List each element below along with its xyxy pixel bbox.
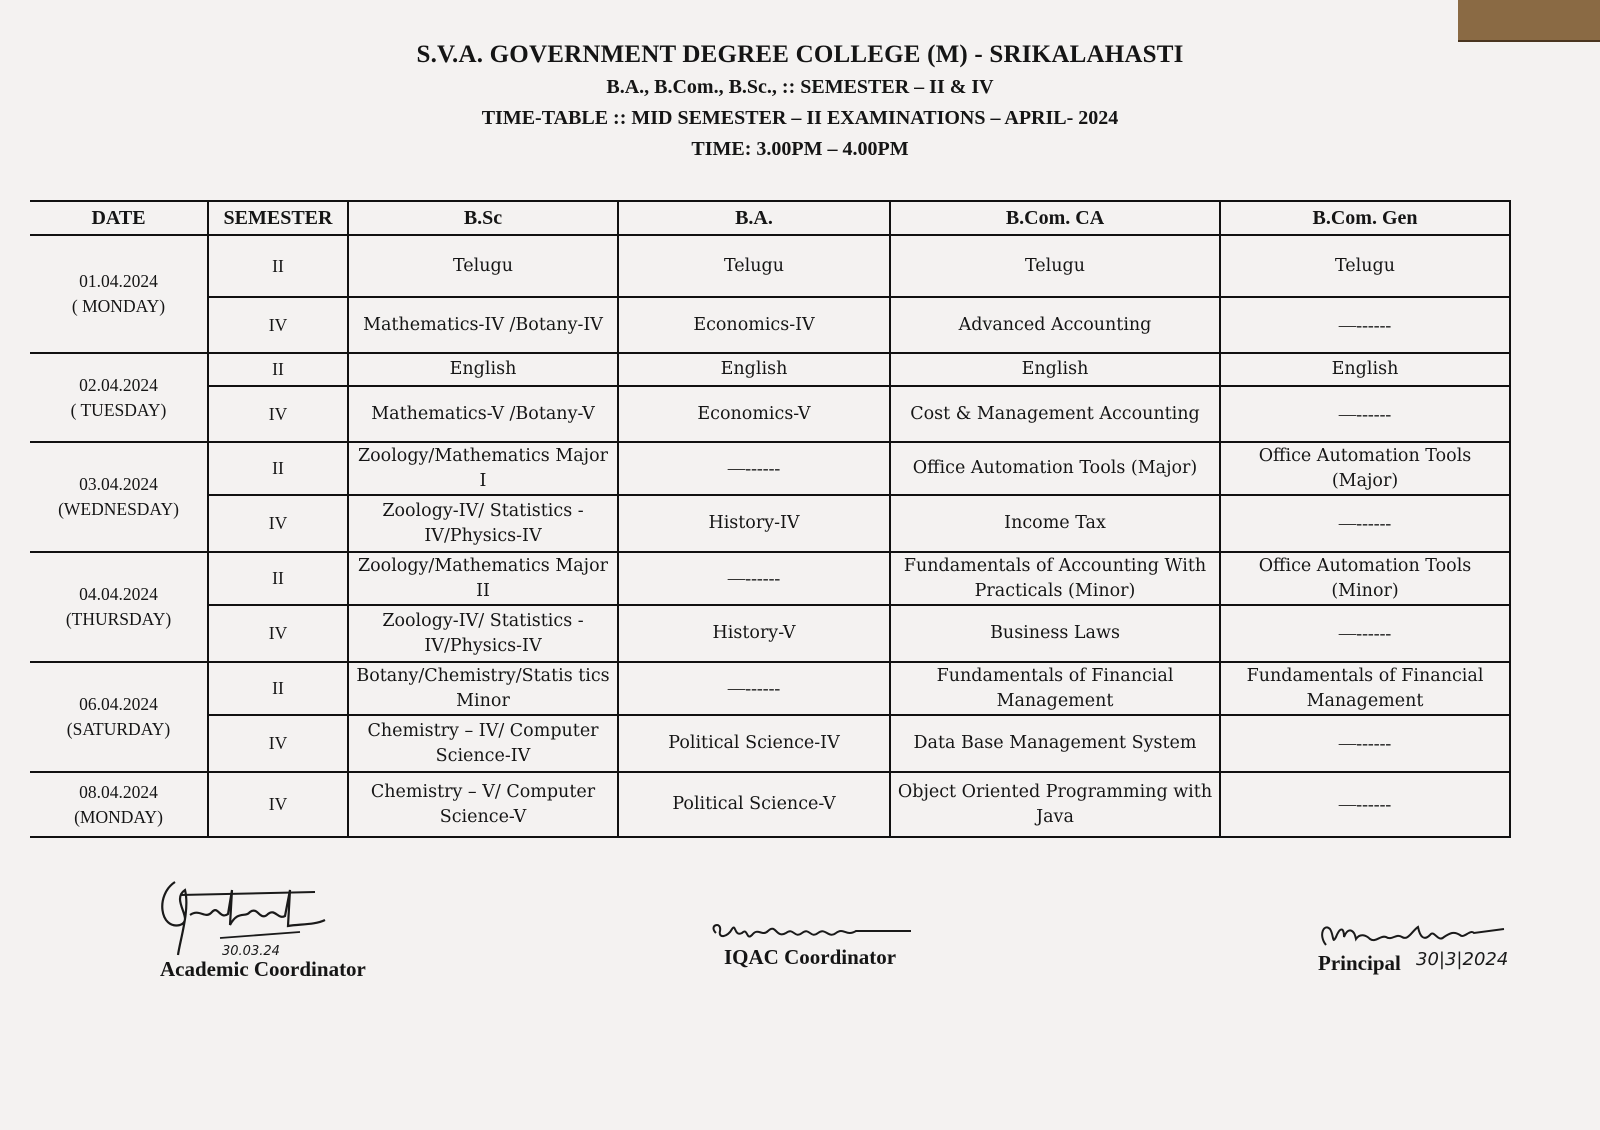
courses-line: B.A., B.Com., B.Sc., :: SEMESTER – II & IV	[606, 76, 994, 98]
ba-cell: Economics-IV	[618, 297, 890, 353]
ba-cell: Telugu	[618, 235, 890, 297]
date-cell	[30, 235, 208, 353]
bcom-ca-cell: Object Oriented Programming with Java	[890, 772, 1220, 837]
date: 02.04.2024	[79, 374, 158, 395]
semester-cell: IV	[208, 715, 348, 772]
academic-coordinator-date: 30.03.24	[222, 944, 280, 959]
weekday: (MONDAY)	[74, 806, 163, 827]
college-title: S.V.A. GOVERNMENT DEGREE COLLEGE (M) - SRIKALAHASTI	[416, 41, 1184, 68]
date: 04.04.2024	[79, 584, 158, 604]
table-row	[30, 353, 1510, 386]
corner-tab-decoration	[1458, 0, 1600, 42]
semester-cell: IV	[208, 605, 348, 662]
bsc-cell: Telugu	[348, 235, 618, 297]
weekday: (WEDNESDAY)	[58, 499, 179, 519]
bcom-gen-cell: Office Automation Tools (Minor)	[1220, 552, 1510, 605]
weekday: ( MONDAY)	[71, 296, 166, 316]
table-row	[30, 495, 1510, 552]
bcom-ca-cell: Data Base Management System	[890, 715, 1220, 772]
header-row	[30, 201, 1510, 235]
exam-line: TIME-TABLE :: MID SEMESTER – II EXAMINATIONS – APRIL- 2024	[481, 107, 1119, 129]
bcom-gen-cell: English	[1220, 353, 1510, 386]
col-header-date: DATE	[30, 201, 208, 235]
ba-cell: —------	[618, 442, 890, 495]
bsc-cell: Chemistry – IV/ Computer Science-IV	[348, 715, 618, 772]
ba-cell: Political Science-V	[618, 772, 890, 837]
bsc-cell: Zoology-IV/ Statistics -IV/Physics-IV	[348, 605, 618, 662]
bsc-cell: Zoology/Mathematics Major I	[348, 442, 618, 495]
table-row	[30, 442, 1510, 495]
academic-coordinator-label: Academic Coordinator	[160, 957, 366, 981]
table-row	[30, 605, 1510, 662]
date: 08.04.2024	[79, 781, 158, 802]
table-row	[30, 235, 1510, 297]
principal-date: 30|3|2024	[1416, 949, 1509, 970]
bcom-gen-cell: Office Automation Tools (Major)	[1220, 442, 1510, 495]
bcom-gen-cell: Fundamentals of Financial Management	[1220, 662, 1510, 715]
semester-cell: IV	[208, 297, 348, 353]
date-cell	[30, 772, 208, 837]
bcom-ca-cell: Income Tax	[890, 495, 1220, 552]
bsc-cell: English	[348, 353, 618, 386]
table-row	[30, 715, 1510, 772]
col-header-bcom-ca: B.Com. CA	[890, 201, 1220, 235]
bsc-cell: Botany/Chemistry/Statis tics Minor	[348, 662, 618, 715]
col-header-ba: B.A.	[618, 201, 890, 235]
bcom-ca-cell: Fundamentals of Accounting With Practicals (Minor)	[890, 552, 1220, 605]
bcom-gen-cell: —------	[1220, 297, 1510, 353]
bcom-ca-cell: English	[890, 353, 1220, 386]
ba-cell: English	[618, 353, 890, 386]
iqac-coordinator-signature	[706, 915, 916, 945]
bcom-ca-cell: Cost & Management Accounting	[890, 386, 1220, 442]
time-line: TIME: 3.00PM – 4.00PM	[691, 138, 909, 160]
bcom-ca-cell: Office Automation Tools (Major)	[890, 442, 1220, 495]
col-header-bsc: B.Sc	[348, 201, 618, 235]
table-row	[30, 297, 1510, 353]
bcom-ca-cell: Telugu	[890, 235, 1220, 297]
ba-cell: Political Science-IV	[618, 715, 890, 772]
date: 06.04.2024	[79, 694, 158, 714]
date-cell	[30, 662, 208, 772]
table-row	[30, 662, 1510, 715]
academic-coordinator-signature-block	[160, 870, 420, 990]
bcom-gen-cell: —------	[1220, 772, 1510, 837]
bcom-gen-cell: —------	[1220, 386, 1510, 442]
weekday: (SATURDAY)	[66, 719, 171, 739]
date-cell	[30, 353, 208, 442]
bsc-cell: Zoology/Mathematics Major II	[348, 552, 618, 605]
semester-cell: IV	[208, 386, 348, 442]
date: 01.04.2024	[79, 271, 158, 291]
semester-cell: II	[208, 442, 348, 495]
ba-cell: History-IV	[618, 495, 890, 552]
table-row	[30, 386, 1510, 442]
bsc-cell: Chemistry – V/ Computer Science-V	[348, 772, 618, 837]
principal-signature-block	[1314, 915, 1554, 995]
principal-label: Principal	[1318, 951, 1401, 975]
iqac-coordinator-signature-block	[706, 915, 926, 995]
bcom-gen-cell: —------	[1220, 605, 1510, 662]
table-row	[30, 552, 1510, 605]
ba-cell: History-V	[618, 605, 890, 662]
bcom-ca-cell: Advanced Accounting	[890, 297, 1220, 353]
ba-cell: —------	[618, 552, 890, 605]
semester-cell: IV	[208, 772, 348, 837]
bsc-cell: Zoology-IV/ Statistics -IV/Physics-IV	[348, 495, 618, 552]
ba-cell: —------	[618, 662, 890, 715]
date-cell	[30, 552, 208, 662]
date: 03.04.2024	[79, 474, 158, 494]
semester-cell: II	[208, 662, 348, 715]
semester-cell: II	[208, 353, 348, 386]
bcom-ca-cell: Business Laws	[890, 605, 1220, 662]
bcom-gen-cell: Telugu	[1220, 235, 1510, 297]
bsc-cell: Mathematics-IV /Botany-IV	[348, 297, 618, 353]
bcom-ca-cell: Fundamentals of Financial Management	[890, 662, 1220, 715]
document-header	[0, 38, 1600, 165]
weekday: (THURSDAY)	[65, 609, 172, 629]
iqac-coordinator-label: IQAC Coordinator	[724, 945, 897, 969]
bsc-cell: Mathematics-V /Botany-V	[348, 386, 618, 442]
table-row	[30, 772, 1510, 837]
semester-cell: II	[208, 235, 348, 297]
weekday: ( TUESDAY)	[70, 399, 167, 420]
ba-cell: Economics-V	[618, 386, 890, 442]
bcom-gen-cell: —------	[1220, 495, 1510, 552]
bcom-gen-cell: —------	[1220, 715, 1510, 772]
semester-cell: II	[208, 552, 348, 605]
date-cell	[30, 442, 208, 552]
col-header-bcom-gen: B.Com. Gen	[1220, 201, 1510, 235]
col-header-semester: SEMESTER	[208, 201, 348, 235]
timetable	[30, 200, 1511, 838]
semester-cell: IV	[208, 495, 348, 552]
